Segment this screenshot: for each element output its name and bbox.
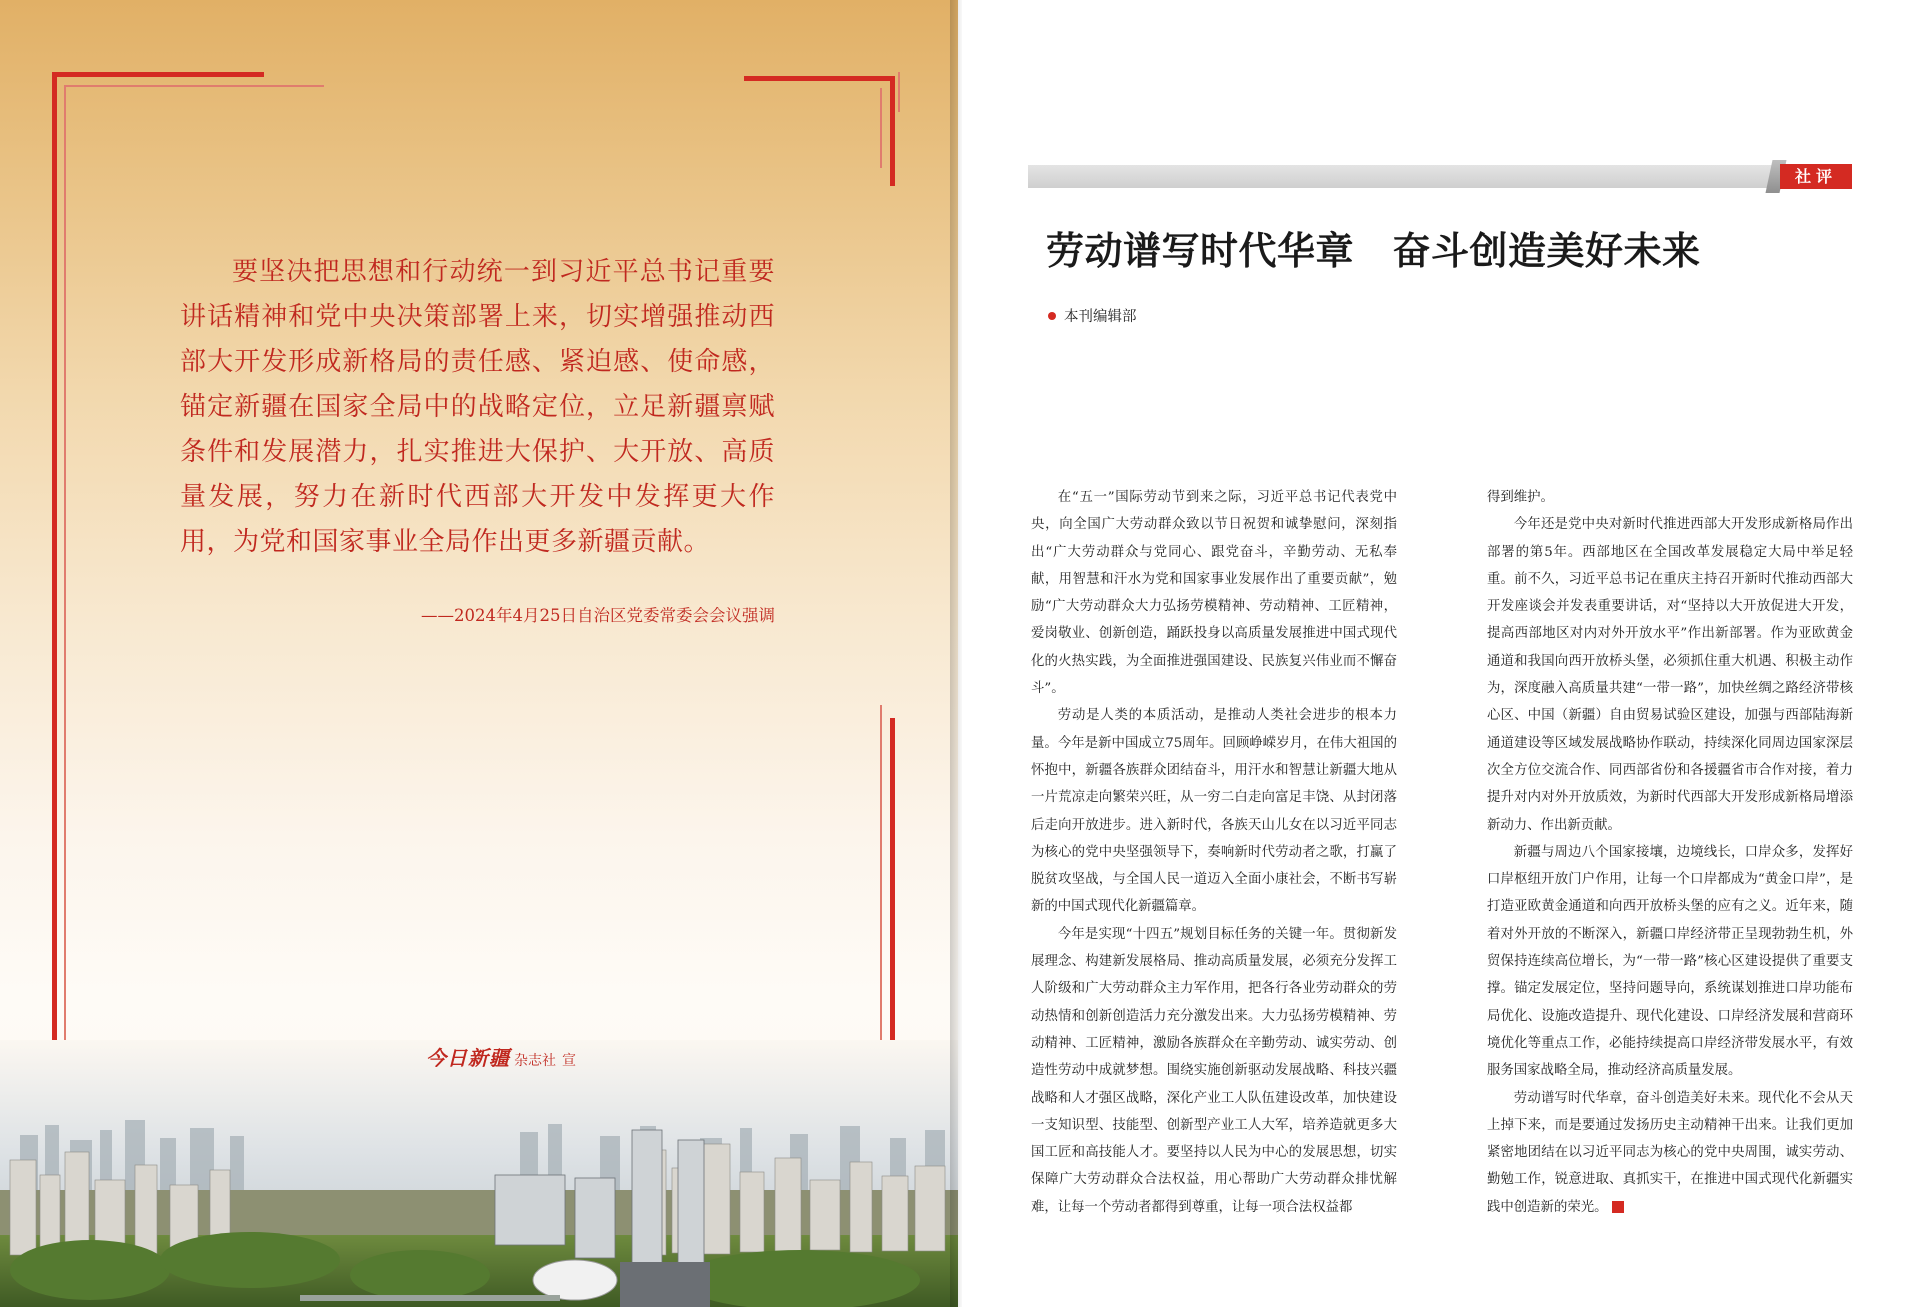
- paragraph: 今年还是党中央对新时代推进西部大开发形成新格局作出部署的第5年。西部地区在全国改革发展稳定大局中举足轻重。前不久，习近平总书记在重庆主持召开新时代推动西部大开发座谈会并发表重要讲话，对“坚持以大开放促进大开发，提高西部地区对内对外开放水平”作出新部署。作为亚欧黄金通道和我国向西开放桥头堡，必须抓住重大机遇、积极主动作为，深度融入高质量共建“一带一路”，加快丝绸之路经济带核心区、中国（新疆）自由贸易试验区建设，加强与西部陆海新通道建设等区域发展战略协作联动，持续深化同周边国家深层次全方位交流合作、同西部省份和各援疆省市合作对接，着力提升对内对外开放质效，为新时代西部大开发形成新格局增添新动力、作出新贡献。: [1487, 517, 1853, 833]
- paragraph-continuation: 得到维护。: [1487, 490, 1554, 505]
- article-headline: 劳动谱写时代华章 奋斗创造美好未来: [1046, 229, 1701, 273]
- section-tag: 社评: [1780, 164, 1852, 189]
- frame-top-left-bar: [52, 72, 264, 77]
- paragraph-last: [1487, 1085, 1853, 1221]
- frame-top-right-bar: [744, 76, 894, 81]
- frame-right-thin-line-top: [880, 88, 882, 168]
- paragraph: 劳动是人类的本质活动，是推动人类社会进步的根本力量。今年是新中国成立75周年。回顾峥嵘岁月，在伟大祖国的怀抱中，新疆各族群众团结奋斗，用汗水和智慧让新疆大地从一片荒凉走向繁荣兴旺，从一穷二白走向富足丰饶、从封闭落后走向开放进步。进入新时代，各族天山儿女在以习近平同志为核心的党中央坚强领导下，奏响新时代劳动者之歌，打赢了脱贫攻坚战，与全国人民一道迈入全面小康社会，不断书写崭新的中国式现代化新疆篇章。: [1031, 708, 1397, 915]
- byline: [1048, 305, 1137, 326]
- publisher-credit: [426, 1042, 576, 1071]
- paragraph: 在“五一”国际劳动节到来之际，习近平总书记代表党中央，向全国广大劳动群众致以节日祝贺和诚挚慰问，深刻指出“广大劳动群众与党同心、跟党奋斗，辛勤劳动、无私奉献，用智慧和汗水为党和国家事业发展作出了重要贡献”，勉励“广大劳动群众大力弘扬劳模精神、劳动精神、工匠精神，爱岗敬业、创新创造，踊跃投身以高质量发展推进中国式现代化的火热实践，为全面推进强国建设、民族复兴伟业而不懈奋斗”。: [1031, 490, 1397, 697]
- left-page: [0, 0, 958, 1307]
- frame-top-thin-line: [64, 85, 324, 87]
- quote-source: ——2024年4月25日自治区党委常委会会议强调: [421, 606, 775, 625]
- paragraph: 今年是实现“十四五”规划目标任务的关键一年。贯彻新发展理念、构建新发展格局、推动高质量发展，必须充分发挥工人阶级和广大劳动群众主力军作用，把各行各业劳动群众的劳动热情和创新创造活力充分激发出来。大力弘扬劳模精神、劳动精神、工匠精神，激励各族群众在辛勤劳动、诚实劳动、创造性劳动中成就梦想。围绕实施创新驱动发展战略、科技兴疆战略和人才强区战略，深化产业工人队伍建设改革，加快建设一支知识型、技能型、创新型产业工人大军，培养造就更多大国工匠和高技能人才。要坚持以人民为中心的发展思想，切实保障广大劳动群众合法权益，用心帮助广大劳动群众排忧解难，让每一个劳动者都得到尊重，让每一项合法权益都: [1031, 926, 1397, 1215]
- paragraph: 新疆与周边八个国家接壤，边境线长，口岸众多，发挥好口岸枢纽开放门户作用，让每一个口岸都成为“黄金口岸”，是打造亚欧黄金通道和向西开放桥头堡的应有之义。近年来，随着对外开放的不断深入，新疆口岸经济带正呈现勃勃生机，外贸保持连续高位增长，为“一带一路”核心区建设提供了重要支撑。锚定发展定位，坚持问题导向，系统谋划推进口岸功能布局优化、设施改造提升、现代化建设、口岸经济发展和营商环境优化等重点工作，必能持续提高口岸经济带发展水平，有效服务国家战略全局，推动经济高质量发展。: [1487, 844, 1853, 1079]
- section-header-bar: [1028, 165, 1773, 188]
- paragraph-text: 劳动谱写时代华章，奋斗创造美好未来。现代化不会从天上掉下来，而是要通过发扬历史主动精神干出来。让我们更加紧密地团结在以习近平同志为核心的党中央周围，诚实劳动、勤勉工作，锐意进取、真抓实干，在推进中国式现代化新疆实践中创造新的荣光。: [1487, 1090, 1853, 1215]
- article-column-right: [1487, 484, 1853, 1221]
- quote-text: 要坚决把思想和行动统一到习近平总书记重要讲话精神和党中央决策部署上来，切实增强推动西部大开发形成新格局的责任感、紧迫感、使命感，锚定新疆在国家全局中的战略定位，立足新疆禀赋条件和发展潜力，扎实推进大保护、大开放、高质量发展，努力在新时代西部大开发中发挥更大作用，为党和国家事业全局作出更多新疆贡献。: [180, 257, 775, 557]
- publisher-brand: 今日新疆: [426, 1046, 510, 1070]
- byline-text: 本刊编辑部: [1064, 309, 1137, 325]
- publisher-suffix: 杂志社: [514, 1053, 556, 1069]
- article-column-left: [1031, 484, 1397, 1221]
- publisher-tail: 宣: [562, 1053, 576, 1069]
- byline-bullet-icon: [1048, 312, 1056, 320]
- frame-right-thin-line-2: [898, 72, 900, 112]
- city-aerial-photo: [0, 1040, 958, 1307]
- frame-right-bar-top: [890, 76, 895, 186]
- article-end-mark-icon: J: [1612, 1201, 1624, 1213]
- right-page: [962, 0, 1920, 1307]
